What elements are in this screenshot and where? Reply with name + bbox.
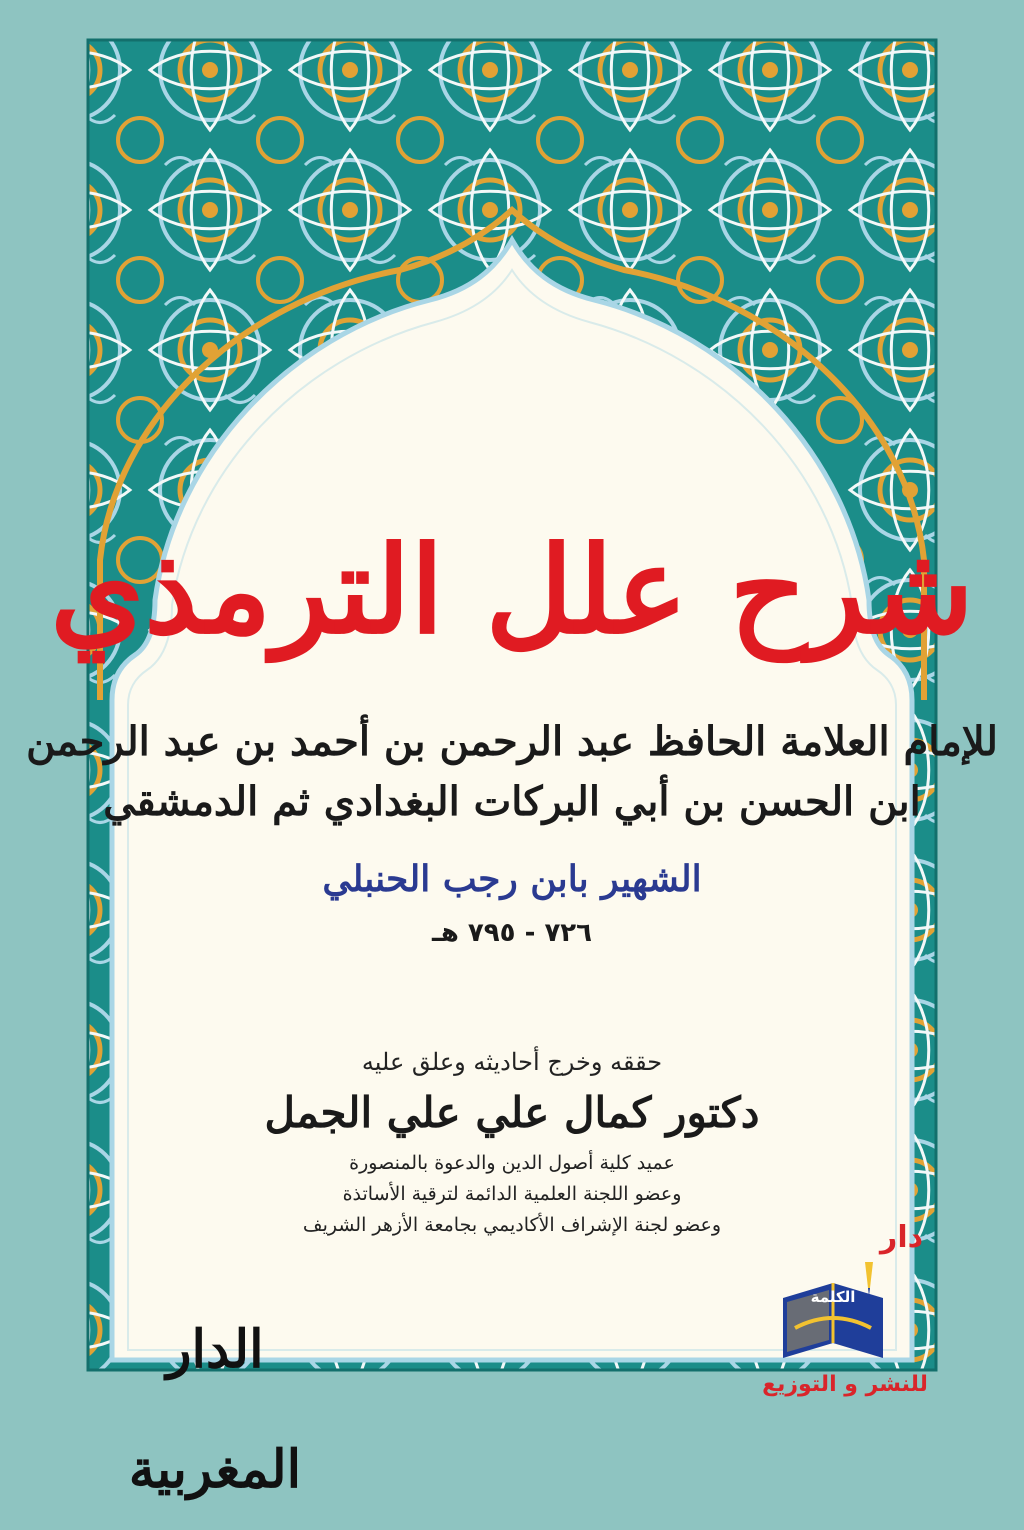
author-line-2: ابن الحسن بن أبي البركات البغدادي ثم الدمشقي	[103, 778, 921, 825]
editor-credential-3: وعضو لجنة الإشراف الأكاديمي بجامعة الأزهر الشريف	[302, 1214, 722, 1236]
author-known-as: الشهير بابن رجب الحنبلي	[322, 858, 702, 900]
book-title: شرح علل الترمذي	[50, 520, 974, 661]
editor-name: دكتور كمال علي علي الجمل	[264, 1088, 760, 1137]
publisher-left-logo: الدار المغربية	[128, 1319, 302, 1500]
pen-book-logo-icon	[773, 1258, 893, 1366]
publisher-right-bottom: للنشر و التوزيع	[762, 1372, 928, 1397]
author-dates: ٧٢٦ - ٧٩٥ هـ	[431, 918, 593, 948]
publisher-right-mark: الكلمة	[810, 1288, 856, 1306]
editor-role: حققه وخرج أحاديثه وعلق عليه	[361, 1048, 663, 1076]
publisher-right-logo	[755, 1220, 935, 1410]
publisher-right-top: دار	[880, 1220, 923, 1255]
editor-credential-2: وعضو اللجنة العلمية الدائمة لترقية الأساتذة	[342, 1183, 682, 1205]
author-line-1: للإمام العلامة الحافظ عبد الرحمن بن أحمد بن عبد الرحمن	[26, 718, 998, 765]
editor-credential-1: عميد كلية أصول الدين والدعوة بالمنصورة	[349, 1152, 675, 1174]
